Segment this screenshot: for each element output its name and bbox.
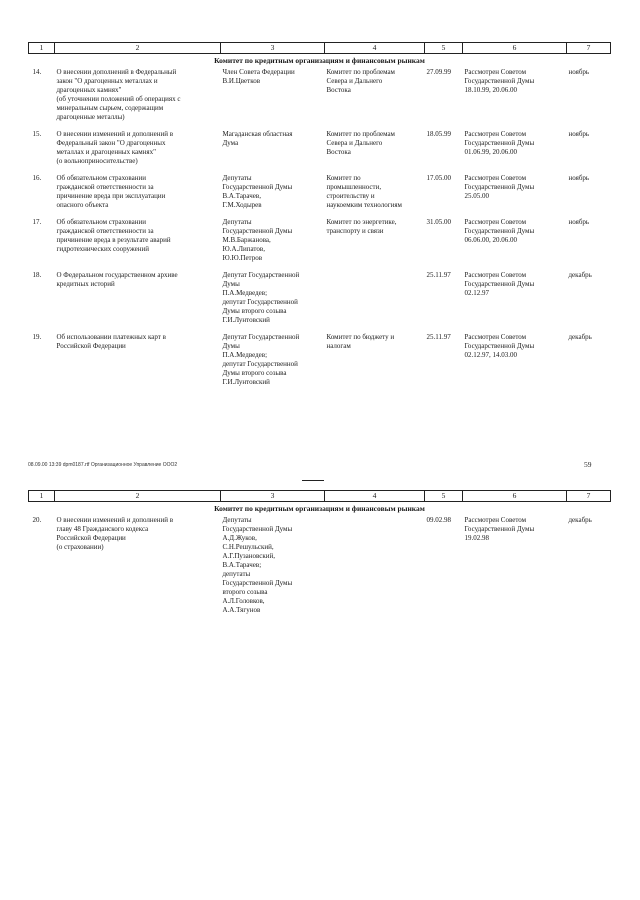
review-status: Рассмотрен Советом Государственной Думы 02.12.97 (464, 271, 535, 297)
print-footer: 08.09.00 13:39 dpm0187.rtf Организационное Управление ООО2 (28, 462, 178, 468)
bill-title: Об обязательном страховании гражданской ответственности за причинение вреда при эксплуатации опасного объекта (56, 174, 166, 209)
planned-month: ноябрь (568, 68, 590, 76)
column-number: 6 (463, 491, 567, 502)
review-status: Рассмотрен Советом Государственной Думы 02.12.97, 14.03.00 (464, 333, 535, 359)
responsible-committee: Комитет по проблемам Севера и Дальнего Востока (326, 68, 395, 94)
planned-month: ноябрь (568, 130, 590, 138)
table-row (29, 130, 611, 174)
column-number: 1 (29, 491, 55, 502)
column-number: 3 (221, 491, 325, 502)
review-status: Рассмотрен Советом Государственной Думы 19.02.98 (464, 516, 535, 542)
responsible-committee: Комитет по промышленности, строительству и наукоемким технологиям (326, 174, 402, 209)
row-number: 14. (32, 68, 42, 76)
column-number: 6 (463, 43, 567, 54)
column-number: 2 (55, 491, 221, 502)
bill-title: О внесении изменений и дополнений в главу 48 Гражданского кодекса Российской Федерации (о страховании) (56, 516, 174, 551)
row-number: 18. (32, 271, 42, 279)
responsible-committee (325, 271, 425, 333)
column-number: 5 (425, 491, 463, 502)
bill-initiator: Депутат Государственной Думы П.А.Медведев; депутат Государственной Думы второго созыва Г.И.Лунтовский (222, 271, 300, 324)
separator-line (302, 480, 324, 481)
column-number: 5 (425, 43, 463, 54)
row-number: 17. (32, 218, 42, 226)
table-body-part-2 (29, 516, 611, 619)
planned-month: ноябрь (568, 218, 590, 226)
submission-date: 18.05.99 (426, 130, 451, 138)
responsible-committee: Комитет по энергетике, транспорту и связи (326, 218, 397, 235)
table-row (29, 174, 611, 218)
row-number: 19. (32, 333, 42, 341)
section-title-row (29, 54, 611, 69)
planned-month: ноябрь (568, 174, 590, 182)
row-number: 20. (32, 516, 42, 524)
review-status: Рассмотрен Советом Государственной Думы 01.06.99, 20.06.00 (464, 130, 535, 156)
review-status: Рассмотрен Советом Государственной Думы 18.10.99, 20.06.00 (464, 68, 535, 94)
bill-initiator: Магаданская областная Дума (222, 130, 293, 147)
bill-title: О внесении изменений и дополнений в Федеральный закон "О драгоценных металлах и драгоценных камнях" (о вольноприносительстве) (56, 130, 174, 165)
column-number: 4 (325, 43, 425, 54)
planned-month: декабрь (568, 271, 592, 279)
bill-initiator: Депутаты Государственной Думы А.Д.Жуков, С.Н.Решульский, А.Г.Пузановский, В.А.Тарачев; депутаты Государственной Думы второго созыва А.Л.Головков, А.А.Тягунов (222, 516, 293, 614)
review-status: Рассмотрен Советом Государственной Думы 06.06.00, 20.06.00 (464, 218, 535, 244)
responsible-committee: Комитет по бюджету и налогам (326, 333, 395, 350)
section-title: Комитет по кредитным организациям и финансовым рынкам (214, 56, 425, 65)
column-number: 7 (567, 491, 611, 502)
column-number: 7 (567, 43, 611, 54)
planned-month: декабрь (568, 516, 592, 524)
column-number-row (29, 491, 611, 502)
bill-title: О внесении дополнений в Федеральный закон "О драгоценных металлах и драгоценных камнях" (об уточнении положений об операциях с минеральным сырьем, содержащим драгоценные металлы) (56, 68, 181, 121)
page-number: 59 (584, 460, 592, 469)
submission-date: 27.09.99 (426, 68, 451, 76)
section-title-row (29, 502, 611, 517)
bill-title: О Федеральном государственном архиве кредитных историй (56, 271, 178, 288)
responsible-committee (325, 516, 425, 619)
table-row (29, 516, 611, 619)
submission-date: 25.11.97 (426, 333, 451, 341)
column-number: 3 (221, 43, 325, 54)
table-row (29, 271, 611, 333)
row-number: 16. (32, 174, 42, 182)
table-row (29, 333, 611, 395)
submission-date: 31.05.00 (426, 218, 451, 226)
bills-table-part-2 (28, 490, 611, 619)
table-row (29, 68, 611, 130)
bill-initiator: Депутаты Государственной Думы В.А.Тарачев, Г.М.Ходырев (222, 174, 293, 209)
review-status: Рассмотрен Советом Государственной Думы 25.05.00 (464, 174, 535, 200)
submission-date: 25.11.97 (426, 271, 451, 279)
column-number-row (29, 43, 611, 54)
bills-table-part-1 (28, 42, 611, 395)
column-number: 4 (325, 491, 425, 502)
bill-title: Об использовании платежных карт в Российской Федерации (56, 333, 166, 350)
bill-initiator: Депутаты Государственной Думы М.В.Баржанова, Ю.А.Липатов, Ю.Ю.Петров (222, 218, 293, 262)
responsible-committee: Комитет по проблемам Севера и Дальнего Востока (326, 130, 395, 156)
table-row (29, 218, 611, 271)
section-title: Комитет по кредитным организациям и финансовым рынкам (214, 504, 425, 513)
row-number: 15. (32, 130, 42, 138)
bill-initiator: Депутат Государственной Думы П.А.Медведев; депутат Государственной Думы второго созыва Г.И.Лунтовский (222, 333, 300, 386)
bill-initiator: Член Совета Федерации В.И.Цветков (222, 68, 295, 85)
submission-date: 09.02.98 (426, 516, 451, 524)
planned-month: декабрь (568, 333, 592, 341)
bill-title: Об обязательном страховании гражданской ответственности за причинение вреда в результате аварий гидротехнических сооружений (56, 218, 171, 253)
table-body-part-1 (29, 68, 611, 395)
column-number: 2 (55, 43, 221, 54)
column-number: 1 (29, 43, 55, 54)
submission-date: 17.05.00 (426, 174, 451, 182)
